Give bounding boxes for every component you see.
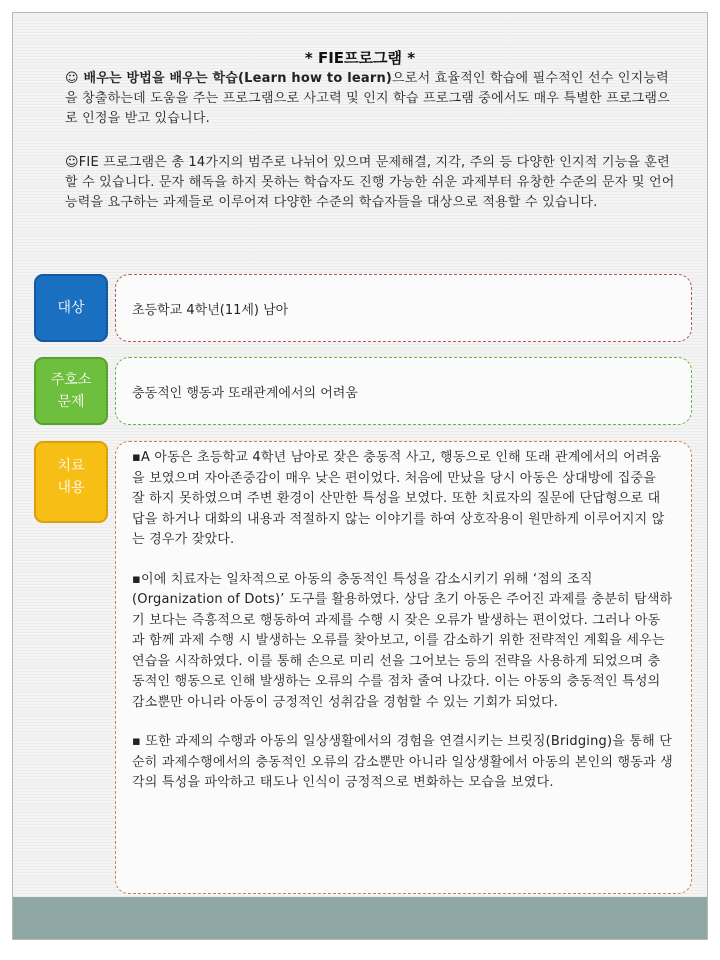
intro-paragraph-1 [65, 69, 677, 129]
target-label-text: 대상 [57, 300, 85, 316]
intro-paragraph-2: ☺FIE 프로그램은 총 14가지의 범주로 나뉘어 있으며 문제해결, 지각, 주의 등 다양한 인지적 기능을 훈련할 수 있습니다. 문자 해독을 하지 못하는 학습자도 진행 가능한 쉬운 과제부터 유창한 수준의 문자 및 언어능력을 요구하는 과제들로 이루어져 다양한 수준의 학습자들을 대상으로 적용할 수 있습니다. [65, 155, 675, 210]
main-problem-label-line1: 주호소 [50, 372, 92, 388]
treatment-label-line2: 내용 [57, 480, 85, 496]
main-problem-box [115, 357, 692, 425]
intro-paragraph-1-text: 으로서 효율적인 학습에 필수적인 선수 인지능력을 창출하는데 도움을 주는 프로그램으로 사고력 및 인지 학습 프로그램 중에서도 매우 특별한 프로그램으로 인정을 받고 있습니다. [65, 71, 670, 126]
target-label [34, 274, 108, 342]
page-title: * FIE프로그램 * [304, 49, 416, 67]
main-problem-text: 충동적인 행동과 또래관계에서의 어려움 [132, 385, 358, 401]
target-box [115, 274, 692, 342]
treatment-paragraph-3: ▪ 또한 과제의 수행과 아동의 일상생활에서의 경험을 연결시키는 브릿징(Bridging)을 통해 단순히 과제수행에서의 충동적인 오류의 감소뿐만 아니라 일상생활에서 아동의 본인의 행동과 생각의 특성을 파악하고 태도나 인식이 긍정적으로 변화하는 모습을 보였다. [132, 734, 673, 790]
target-text: 초등학교 4학년(11세) 남아 [132, 302, 289, 318]
treatment-paragraph-2: ▪이에 치료자는 일차적으로 아동의 충동적인 특성을 감소시키기 위해 ‘점의 조직(Organization of Dots)’ 도구를 활용하였다. 상담 초기 아동은 주어진 과제를 충분히 탐색하기 보다는 즉흥적으로 행동하여 과제를 수행 시 잦은 오류가 발생하는 편이었다. 그러나 아동과 함께 과제 수행 시 발생하는 오류를 찾아보고, 이를 감소하기 위한 전략적인 계획을 세우는 연습을 시작하였다. 이를 통해 손으로 미리 선을 그어보는 등의 전략을 사용하게 되었으며 충동적인 행동으로 인해 발생하는 오류의 수를 점차 줄여 나갔다. 이는 아동의 충동적인 특성의 감소뿐만 아니라 아동이 긍정적인 성취감을 경험할 수 있는 기회가 되었다. [132, 571, 673, 710]
treatment-paragraph-1: ▪A 아동은 초등학교 4학년 남아로 잦은 충동적 사고, 행동으로 인해 또래 관계에서의 어려움을 보였으며 자아존중감이 매우 낮은 편이었다. 처음에 만났을 당시 아동은 상대방에 집중을 잘 하지 못하였으며 주변 환경이 산만한 특성을 보였다. 또한 치료자의 질문에 단답형으로 대답을 하거나 대화의 내용과 적절하지 않는 이야기를 하여 상호작용이 원만하게 이루어지지 않는 경우가 잦았다. [132, 450, 665, 547]
treatment-label-line1: 치료 [57, 458, 85, 474]
treatment-box [115, 441, 692, 894]
treatment-label [34, 441, 108, 523]
footer-bar [13, 897, 707, 939]
main-problem-label-line2: 문제 [57, 394, 85, 410]
document-page [12, 12, 708, 940]
main-problem-label [34, 357, 108, 425]
intro-highlight: ☺ 배우는 방법을 배우는 학습(Learn how to learn) [65, 71, 393, 86]
